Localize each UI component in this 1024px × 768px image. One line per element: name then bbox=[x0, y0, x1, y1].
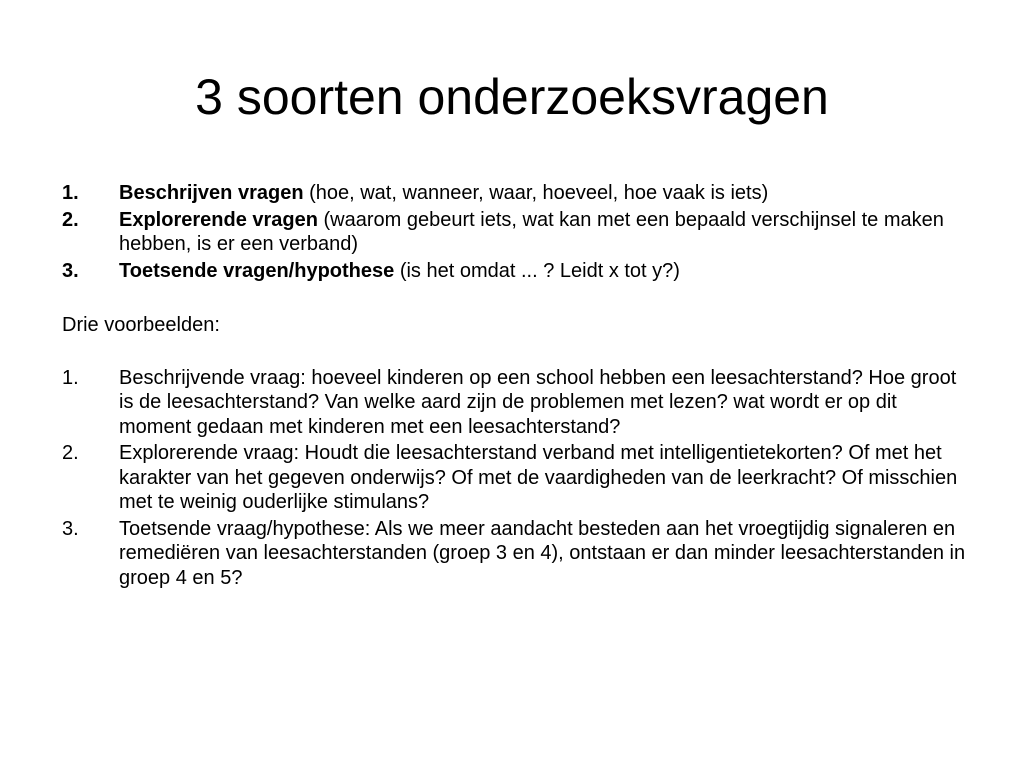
spacer bbox=[62, 285, 972, 313]
example-item bbox=[62, 441, 972, 515]
list-text bbox=[119, 259, 972, 284]
question-type-item bbox=[62, 208, 972, 257]
example-text: Beschrijvende vraag: hoeveel kinderen op een school hebben een leesachterstand? Hoe groot is de leesachterstand? Van welke aard zijn de problemen met lezen? wat wordt er op dit moment gedaan met kinderen met een leesachterstand? bbox=[119, 366, 957, 438]
slide-title: 3 soorten onderzoeksvragen bbox=[195, 69, 829, 125]
list-number: 3. bbox=[62, 517, 79, 540]
slide-body bbox=[62, 181, 972, 592]
examples-intro: Drie voorbeelden: bbox=[62, 314, 220, 336]
term-detail: (is het omdat ... ? Leidt x tot y?) bbox=[394, 259, 680, 282]
question-type-item bbox=[62, 259, 972, 284]
example-item bbox=[62, 517, 972, 591]
question-type-item bbox=[62, 181, 972, 206]
list-number: 1. bbox=[62, 366, 79, 389]
examples-list bbox=[62, 366, 972, 591]
example-text: Toetsende vraag/hypothese: Als we meer aandacht besteden aan het vroegtijdig signaleren en remediëren van leesachterstanden (groep 3 en 4), ontstaan er dan minder leesachterstanden in groep 4 en 5? bbox=[119, 517, 966, 589]
list-number: 3. bbox=[62, 259, 79, 282]
question-types-list bbox=[62, 181, 972, 283]
list-number: 2. bbox=[62, 208, 79, 231]
term: Beschrijven vragen bbox=[119, 182, 304, 204]
list-number: 2. bbox=[62, 442, 79, 464]
example-text: Explorerende vraag: Houdt die leesachterstand verband met intelligentietekorten? Of met het karakter van het gegeven onderwijs? Of met de vaardigheden van de leerkracht? Of misschien met te weinig ouderlijke stimulans? bbox=[119, 442, 958, 513]
spacer bbox=[62, 338, 972, 366]
term: Toetsende vragen/hypothese bbox=[119, 259, 395, 282]
term: Explorerende vragen bbox=[119, 208, 318, 231]
list-text bbox=[119, 208, 972, 257]
list-number: 1. bbox=[62, 182, 79, 204]
term-detail: (hoe, wat, wanneer, waar, hoeveel, hoe vaak is iets) bbox=[303, 182, 769, 204]
term-detail: (waarom gebeurt iets, wat kan met een bepaald verschijnsel te maken hebben, is er een verband) bbox=[119, 208, 944, 255]
example-item bbox=[62, 366, 972, 440]
list-text bbox=[119, 181, 972, 206]
